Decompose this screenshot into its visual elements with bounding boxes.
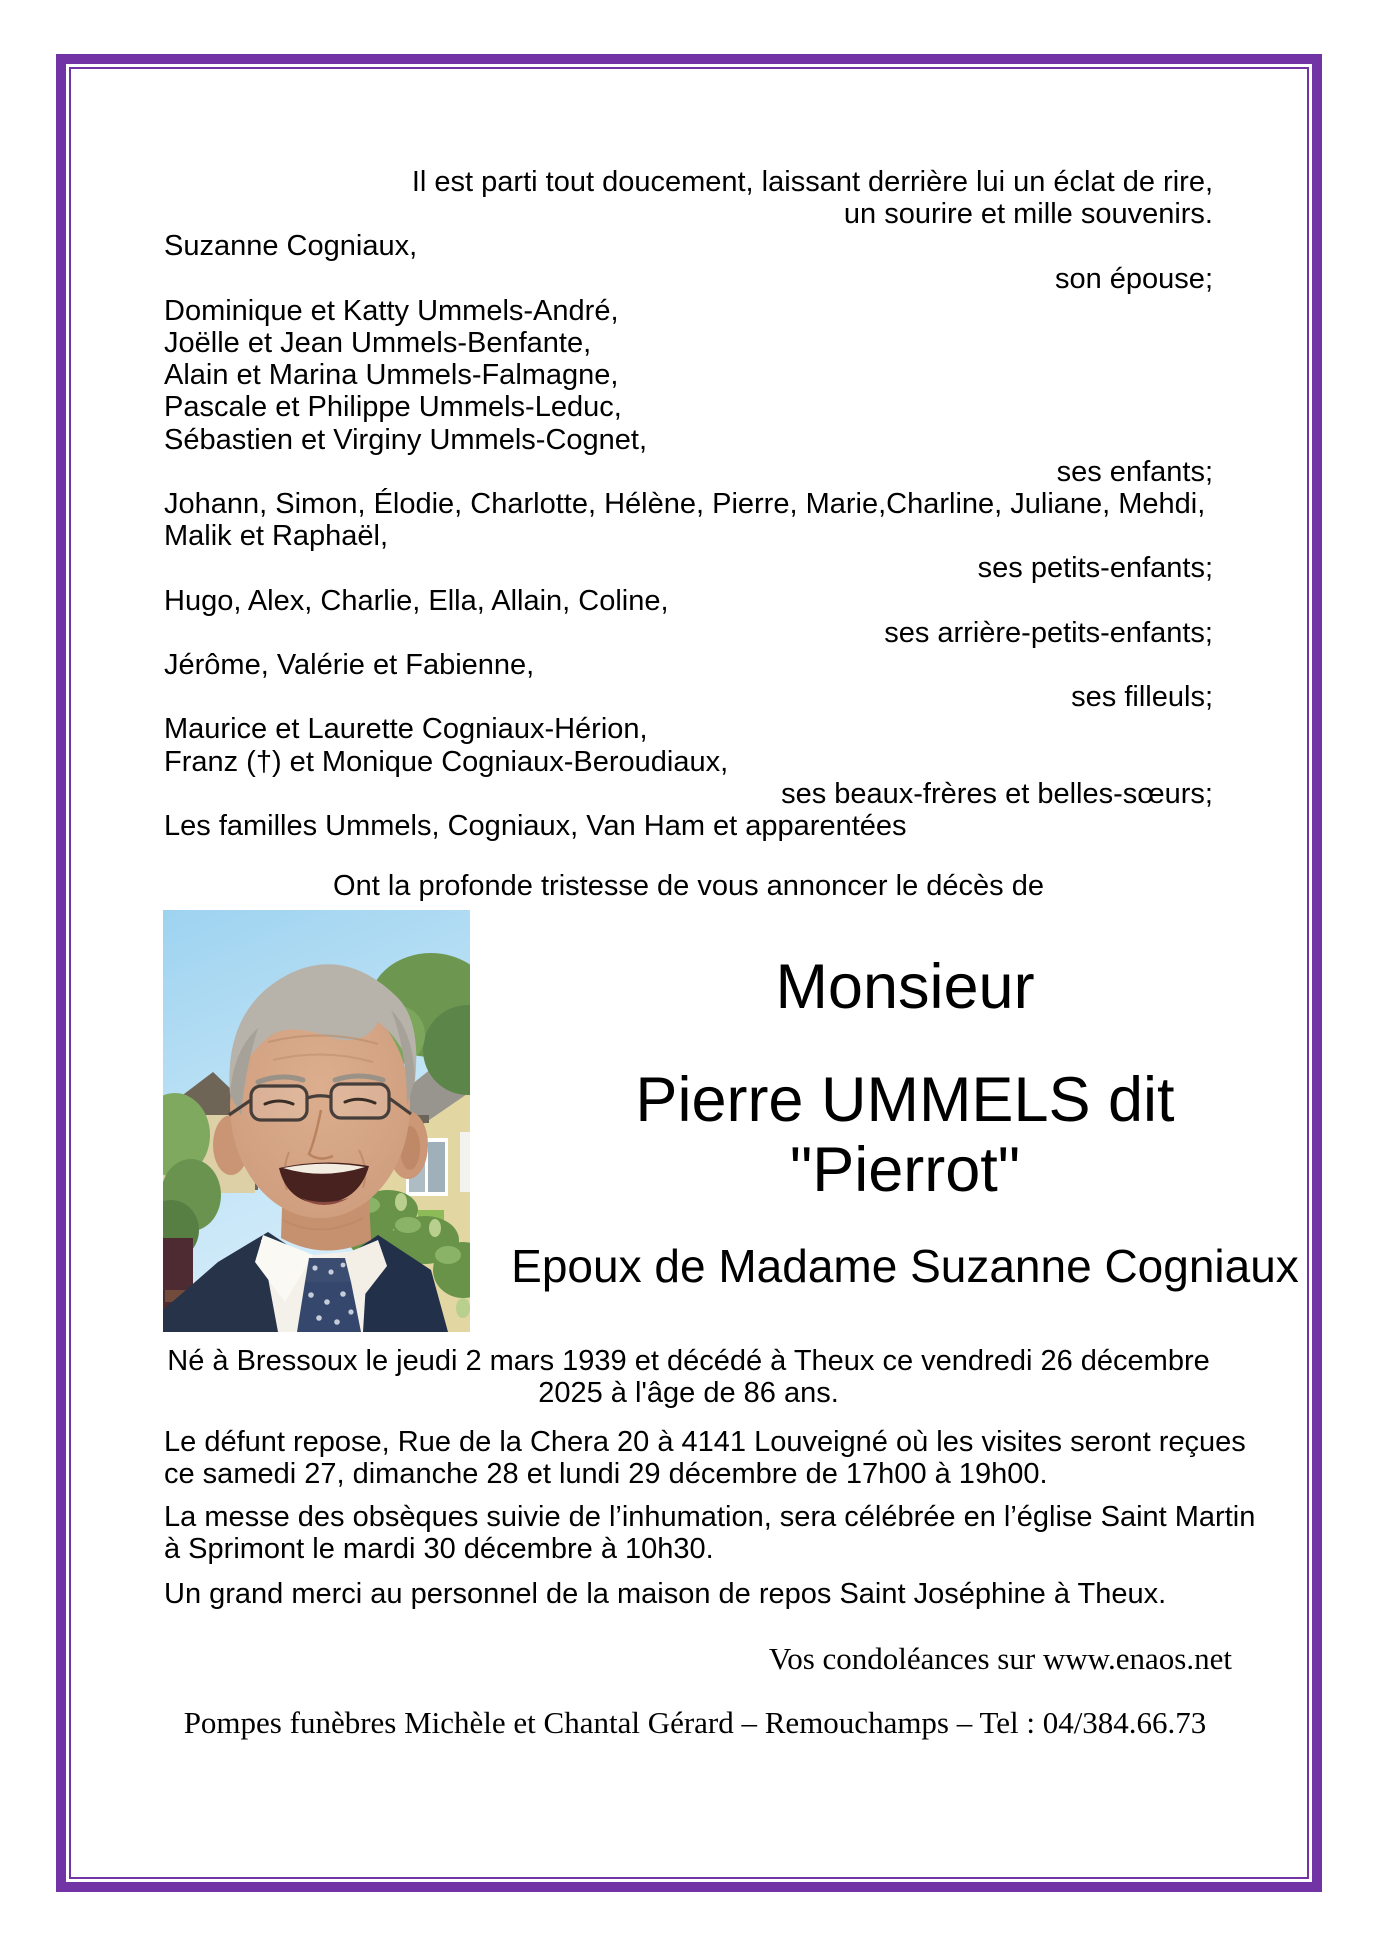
relation-label-in-laws: ses beaux-frères et belles-sœurs; [781, 777, 1213, 810]
deceased-subtitle: Epoux de Madame Suzanne Cogniaux [511, 1240, 1299, 1292]
deceased-name-line1: Pierre UMMELS dit [635, 1065, 1175, 1135]
child-name: Sébastien et Virginy Ummels-Cognet, [164, 423, 648, 456]
portrait-photo-art [163, 910, 470, 1332]
birth-death-line: Né à Bressoux le jeudi 2 mars 1939 et décédé à Theux ce vendredi 26 décembre [167, 1345, 1210, 1377]
relation-label-great-grandchildren: ses arrière-petits-enfants; [884, 616, 1213, 649]
portrait-photo [163, 910, 470, 1332]
repose-line: Le défunt repose, Rue de la Chera 20 à 4141 Louveigné où les visites seront reçues [164, 1426, 1246, 1458]
epigraph-line: Il est parti tout doucement, laissant derrière lui un éclat de rire, [411, 166, 1213, 198]
deceased-name-line2: "Pierrot" [789, 1135, 1021, 1205]
deceased-name [500, 1065, 1310, 1205]
funeral-mass-line: à Sprimont le mardi 30 décembre à 10h30. [164, 1533, 714, 1566]
child-name: Joëlle et Jean Ummels-Benfante, [164, 327, 592, 360]
grandchildren-names: Johann, Simon, Élodie, Charlotte, Hélène, Pierre, Marie,Charline, Juliane, Mehdi, [164, 488, 1206, 521]
related-families: Les familles Ummels, Cogniaux, Van Ham et apparentées [164, 810, 907, 843]
child-name: Alain et Marina Ummels-Falmagne, [164, 359, 619, 392]
thanks-paragraph [164, 1578, 1213, 1610]
thanks-line: Un grand merci au personnel de la maison de repos Saint Joséphine à Theux. [164, 1578, 1167, 1610]
godchildren-names: Jérôme, Valérie et Fabienne, [164, 649, 535, 682]
great-grandchildren-names: Hugo, Alex, Charlie, Ella, Allain, Coline, [164, 584, 669, 617]
epigraph-line: un sourire et mille souvenirs. [843, 198, 1213, 231]
in-law-names: Franz (†) et Monique Cogniaux-Beroudiaux, [164, 745, 729, 778]
spouse-name: Suzanne Cogniaux, [164, 230, 418, 263]
spacer [164, 842, 1213, 870]
funeral-mass-line: La messe des obsèques suivie de l’inhumation, sera célébrée en l’église Saint Martin [164, 1501, 1256, 1533]
relation-label-grandchildren: ses petits-enfants; [977, 552, 1213, 585]
relation-label-spouse: son épouse; [1054, 262, 1213, 295]
birth-death-paragraph [164, 1345, 1213, 1409]
repose-line: ce samedi 27, dimanche 28 et lundi 29 décembre de 17h00 à 19h00. [164, 1458, 1048, 1491]
funeral-home-note: Pompes funèbres Michèle et Chantal Gérard – Remouchamps – Tel : 04/384.66.73 [183, 1705, 1207, 1740]
announcement-intro: Ont la profonde tristesse de vous annoncer le décès de [333, 870, 1044, 903]
funeral-mass-paragraph [164, 1501, 1256, 1566]
relation-label-godchildren: ses filleuls; [1071, 681, 1213, 714]
repose-paragraph [164, 1426, 1246, 1491]
condolences-note: Vos condoléances sur www.enaos.net [768, 1641, 1232, 1676]
family-announcement-block [164, 166, 1213, 902]
in-law-names: Maurice et Laurette Cogniaux-Hérion, [164, 713, 648, 746]
deceased-title: Monsieur [775, 952, 1035, 1022]
child-name: Pascale et Philippe Ummels-Leduc, [164, 391, 622, 424]
child-name: Dominique et Katty Ummels-André, [164, 294, 619, 327]
birth-death-line: 2025 à l'âge de 86 ans. [538, 1377, 839, 1410]
grandchildren-names: Malik et Raphaël, [164, 520, 389, 553]
relation-label-children: ses enfants; [1056, 455, 1213, 488]
